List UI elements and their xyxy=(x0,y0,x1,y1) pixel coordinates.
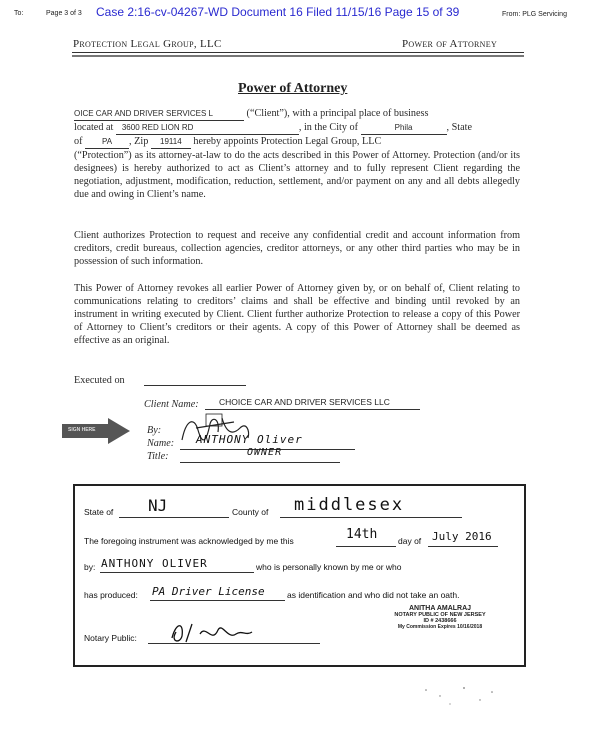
notary-day-of: day of xyxy=(398,536,422,546)
para2-text: Client authorizes Protection to request and receive any confidential credit and account information from creditors, credit bureaus, collection agencies, creditor attorneys, or any other third parties who may be in possession of such information. xyxy=(74,230,520,267)
executed-on-label: Executed on xyxy=(74,375,125,386)
letterhead-doc-type: Power of Attorney xyxy=(402,38,498,50)
notary-month-value: July 2016 xyxy=(432,530,492,543)
notary-produced-value: PA Driver License xyxy=(152,585,265,598)
notary-month-line xyxy=(428,546,498,547)
notary-state-line xyxy=(119,517,229,518)
notary-county-label: County of xyxy=(232,507,269,517)
para1-in-city: , in the City of xyxy=(298,122,358,133)
fax-to: To: xyxy=(14,10,24,17)
notary-state-label: State of xyxy=(84,507,114,517)
paragraph-authorization xyxy=(74,229,520,268)
notary-id-text: as identification and who did not take an oath. xyxy=(287,590,460,600)
name-label: Name: xyxy=(147,438,175,449)
stamp-name: ANITHA AMALRAJ xyxy=(408,605,472,612)
client-name-value: CHOICE CAR AND DRIVER SERVICES LLC xyxy=(219,397,390,407)
client-name-label: Client Name: xyxy=(144,399,199,410)
notary-county-line xyxy=(280,517,462,518)
para1-zip-label: , Zip xyxy=(129,136,149,147)
notary-public-line xyxy=(148,643,320,644)
notary-day-line xyxy=(336,546,396,547)
para1-text-a: (“Client”), with a principal place of business xyxy=(246,108,429,119)
city-field: Phila xyxy=(361,121,447,135)
scan-specks xyxy=(420,682,510,712)
notary-by-value: ANTHONY OLIVER xyxy=(101,557,208,570)
title-label: Title: xyxy=(147,451,169,462)
notary-stamp xyxy=(380,605,500,630)
notary-produced-line xyxy=(150,600,285,601)
client-name-field: OICE CAR AND DRIVER SERVICES L xyxy=(74,107,244,121)
fax-from: From: PLG Servicing xyxy=(502,11,567,18)
state-field: PA xyxy=(85,135,129,149)
zip-field: 19114 xyxy=(151,135,191,149)
document-title: Power of Attorney xyxy=(238,81,348,96)
para1-text-b: hereby appoints Protection Legal Group, LLC xyxy=(193,136,382,147)
letterhead-firm: Protection Legal Group, LLC xyxy=(73,38,222,50)
stamp-line4: My Commission Expires 10/16/2018 xyxy=(397,624,483,630)
signer-name-handwritten: ANTHONY Oliver xyxy=(196,433,303,446)
case-header-line: Case 2:16-cv-04267-WD Document 16 Filed 11/15/16 Page 15 of 39 xyxy=(96,5,460,19)
address-field: 3600 RED LION RD xyxy=(116,121,299,135)
signer-title-handwritten: OWNER xyxy=(247,447,283,458)
stamp-line3: ID # 2438666 xyxy=(423,618,457,624)
letterhead-rule-top xyxy=(72,52,524,53)
notary-public-label: Notary Public: xyxy=(84,633,137,643)
fax-page-count: Page 3 of 3 xyxy=(46,10,82,17)
notary-ack-text: The foregoing instrument was acknowledged by me this xyxy=(84,536,294,546)
para1-located-at: located at xyxy=(74,122,114,133)
para1-state-label: , State xyxy=(446,122,473,133)
paragraph-appointment xyxy=(74,107,520,201)
notary-county-value: middlesex xyxy=(294,495,405,515)
sign-here-label: SIGN HERE xyxy=(68,427,96,433)
executed-on-line xyxy=(144,385,246,386)
letterhead-rule-bottom xyxy=(72,55,524,57)
notary-by-label: by: xyxy=(84,562,96,572)
stamp-line2: NOTARY PUBLIC OF NEW JERSEY xyxy=(394,612,486,618)
para3-text: This Power of Attorney revokes all earlier Power of Attorney given by, or on behalf of, Client relating to communications relating to creditors’ claims and shall be effective and binding until revoked by an instrument in writing executed by Client. Client further authorize Protection to release a copy of this Power of Attorney to Client’s creditors or their agents. A copy of this Power of Attorney shall be deemed as effective as an original. xyxy=(74,283,520,346)
para1-of: of xyxy=(74,136,83,147)
by-label: By: xyxy=(147,425,162,436)
notary-state-value: NJ xyxy=(148,496,168,515)
notary-known-text: who is personally known by me or who xyxy=(256,562,402,572)
para1-body: (“Protection”) as its attorney-at-law to do the acts described in this Power of Attorney. Protection (and/or its designees) is hereby authorized to act as Client’s attorney and to fully represent Client regarding the negotiation, adjustment, modification, reduction, settlement, and/or payment on any and all debts allegedly due and owing in Client’s name. xyxy=(74,150,520,200)
title-line xyxy=(180,462,340,463)
paragraph-revocation xyxy=(74,282,520,347)
notary-by-line xyxy=(100,572,254,573)
notary-produced-label: has produced: xyxy=(84,590,138,600)
notary-day-value: 14th xyxy=(346,527,378,542)
